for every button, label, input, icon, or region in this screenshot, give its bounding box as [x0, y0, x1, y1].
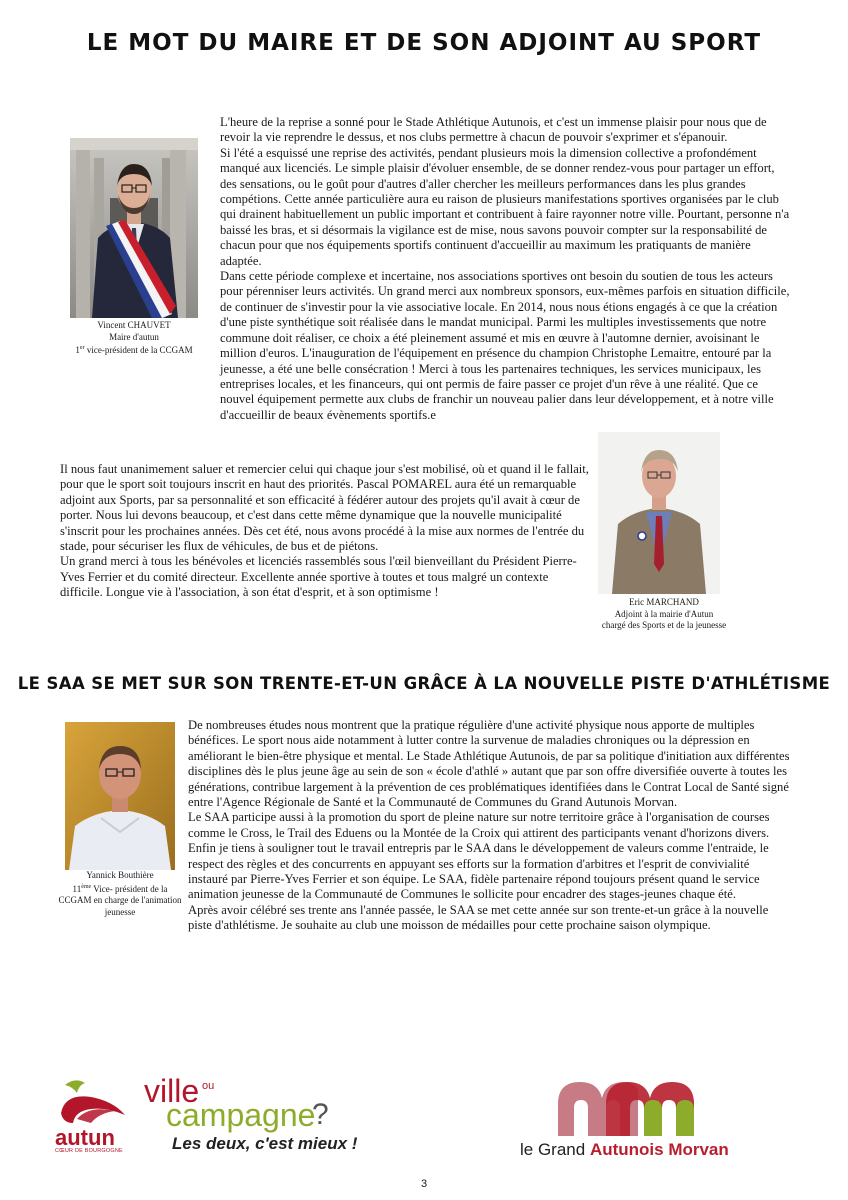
mayor-paragraph-3: Dans cette période complexe et incertaine, nos associations sportives ont besoin du soutien de tous les acteurs pour pérenniser leurs activités. Un grand merci aux nombreux sponsors, eux-mêmes parfois en situation difficile, de continuer de s'investir pour la vie associative locale. En 2014, nous nous étions engagés à ce que la création d'une piste synthétique soit réalisée dans le mandat municipal. Parmi les multiples investissements que notre commune doit réaliser, ce choix a été pleinement assumé et mis en œuvre à l'automne dernier, avoisinant le million d'euros. L'inauguration de l'équipement en présence du champion Christophe Lemaitre, entouré par la jeunesse, a été une belle consécration ! Merci à tous les partenaires techniques, les services municipaux, les entreprises locales, et les financeurs, qui ont permis de faire passer ce projet d'un rêve à une réalité. Que ce nouvel équipement permette aux clubs de franchir un nouveau palier dans leur développement, et à notre ville d'accueillir de beaux évènements sportifs.e — [220, 269, 790, 422]
deputy-paragraph-1: Il nous faut unanimement saluer et remercier celui qui chaque jour s'est mobilisé, où et quand il le fallait, pour que le sport soit toujours inscrit en haut des priorités. Pascal POMAREL aura été un remarquable adjoint aux Sports, par sa personnalité et son efficacité à fédérer autour des projets qu'il avait à cœur de porter. Nous lui devons beaucoup, et c'est dans cette même dynamique que la nouvelle municipalité s'inscrit pour les prochaines années. Dès cet été, nous avons procédé à la mise aux normes de l'entrée du stade, pour sécuriser les flux de véhicules, de bus et de piétons. — [60, 462, 589, 554]
mayor-role: Maire d'autun — [109, 331, 159, 342]
gam-prefix: le Grand — [520, 1140, 590, 1159]
gam-bold: Autunois Morvan — [589, 1140, 729, 1159]
autun-emblem-icon — [55, 1075, 130, 1127]
ville-campagne-logo — [140, 1073, 390, 1158]
deputy-message — [60, 462, 590, 601]
deputy-name: Eric MARCHAND — [629, 597, 699, 607]
mayor-portrait-image — [70, 138, 198, 318]
vice-president-portrait-image — [65, 722, 175, 870]
campagne-word: campagne — [166, 1097, 316, 1133]
deputy-role-1: Adjoint à la mairie d'Autun — [614, 608, 714, 619]
vice-president-role: 11ème Vice- président de la CCGAM en charge de l'animation jeunesse — [58, 883, 182, 917]
saa-paragraph-1: De nombreuses études nous montrent que la pratique régulière d'une activité physique nous apporte de multiples bénéfices. Le sport nous aide notamment à lutter contre la survenue de maladies chroniques ou la dépression en améliorant le bien-être physique et mental. Le Stade Athlétique Autunois, de par sa politique d'initiation aux différentes disciplines dès le plus jeune âge au sein de son « école d'athlé » autant que par son offre diversifiée ouverte à toutes les générations, contribue largement à la prévention de ces problématiques identifiées dans le Contrat Local de Santé signé entre l'Agence Régionale de Santé et la Communauté de Communes du Grand Autunois Morvan. — [188, 718, 790, 810]
section-title: LE SAA SE MET SUR SON TRENTE-ET-UN GRÂCE À LA NOUVELLE PISTE D'ATHLÉTISME — [17, 674, 831, 693]
gam-arches-icon — [558, 1080, 704, 1136]
deputy-caption — [580, 597, 748, 632]
saa-paragraph-4: Après avoir célébré ses trente ans l'année passée, le SAA se met cette année sur son trente-et-un grâce à la nouvelle piste d'athlétisme. Je souhaite au club une moisson de médailles pour cette prochaine saison olympique. — [188, 902, 769, 933]
saa-paragraph-3: Enfin je tiens à souligner tout le travail entrepris par le SAA dans le développement de valeurs comme l'entraide, le respect des règles et des concurrents en appuyant ses efforts sur la formation d'arbitres et l'esprit de convivialité instauré par Pierre-Yves Ferrier et son équipe. Le SAA, fidèle partenaire répond toujours présent quand le service animation jeunesse de la Communauté de Communes le sollicite pour encadrer des stages-jeunes chaque été. — [188, 841, 769, 902]
saa-article — [188, 718, 790, 934]
deputy-paragraph-2: Un grand merci à tous les bénévoles et licenciés rassemblés sous l'œil bienveillant du Président Pierre-Yves Ferrier et du comité directeur. Excellente année sportive à toutes et tous malgré un contexte difficile. Longue vie à l'association, à son état d'esprit, et à son optimisme ! — [60, 554, 577, 600]
deputy-portrait-image — [598, 432, 720, 594]
mayor-message — [220, 115, 790, 423]
vice-president-photo — [65, 722, 175, 870]
vice-president-caption — [58, 870, 182, 918]
page-title: LE MOT DU MAIRE ET DE SON ADJOINT AU SPORT — [86, 30, 762, 56]
mayor-vp: 1er vice-président de la CCGAM — [75, 345, 193, 355]
slogan-text: Les deux, c'est mieux ! — [172, 1134, 358, 1153]
question-mark: ? — [312, 1098, 329, 1131]
gam-wordmark — [520, 1140, 740, 1160]
mayor-paragraph-1: L'heure de la reprise a sonné pour le Stade Athlétique Autunois, et c'est un immense plaisir pour nous que de revoir la vie reprendre le dessus, et nos clubs permettre à chacun de pouvoir s'exprimer et s'épanouir. — [220, 115, 767, 145]
grand-autunois-morvan-logo — [520, 1080, 740, 1160]
autun-logo — [55, 1075, 130, 1155]
ou-word: ou — [202, 1080, 215, 1092]
autun-wordmark: autun — [55, 1125, 115, 1150]
page-number: 3 — [420, 1178, 428, 1190]
mayor-name: Vincent CHAUVET — [97, 320, 171, 330]
mayor-photo — [70, 138, 198, 318]
vice-president-name: Yannick Bouthière — [86, 870, 154, 880]
deputy-role-2: chargé des Sports et de la jeunesse — [601, 620, 727, 630]
ville-word: ville — [144, 1073, 200, 1109]
saa-paragraph-2: Le SAA participe aussi à la promotion du sport de pleine nature sur notre territoire grâce à l'organisation de courses comme le Cross, le Trail des Eduens ou la Montée de la Croix qui attirent des participants venant d'horizons divers. — [188, 810, 770, 840]
autun-subtitle: CŒUR DE BOURGOGNE — [55, 1148, 123, 1154]
deputy-photo — [598, 432, 720, 594]
mayor-caption — [62, 320, 206, 357]
mayor-paragraph-2: Si l'été a esquissé une reprise des activités, pendant plusieurs mois la dimension collective a profondément manqué aux licenciés. Le simple plaisir d'évoluer ensemble, de se donner rendez-vous pour partager un effort, des sensations, ou le goût pour d'autres d'aller chercher les meilleurs performances dans les plus grandes compétions. Cette année particulière aura eu raison de plusieurs manifestations sportives organisées par le club qui drainent habituellement un public important et contribuent à faire rayonner notre ville. Pourtant, personne n'a baissé les bras, et si désormais la vigilance est de mise, nous savons pouvoir compter sur la responsabilité de chacun pour que nos équipements sportifs continuent d'accueillir au maximum les pratiquants de manière adaptée. — [220, 145, 790, 268]
